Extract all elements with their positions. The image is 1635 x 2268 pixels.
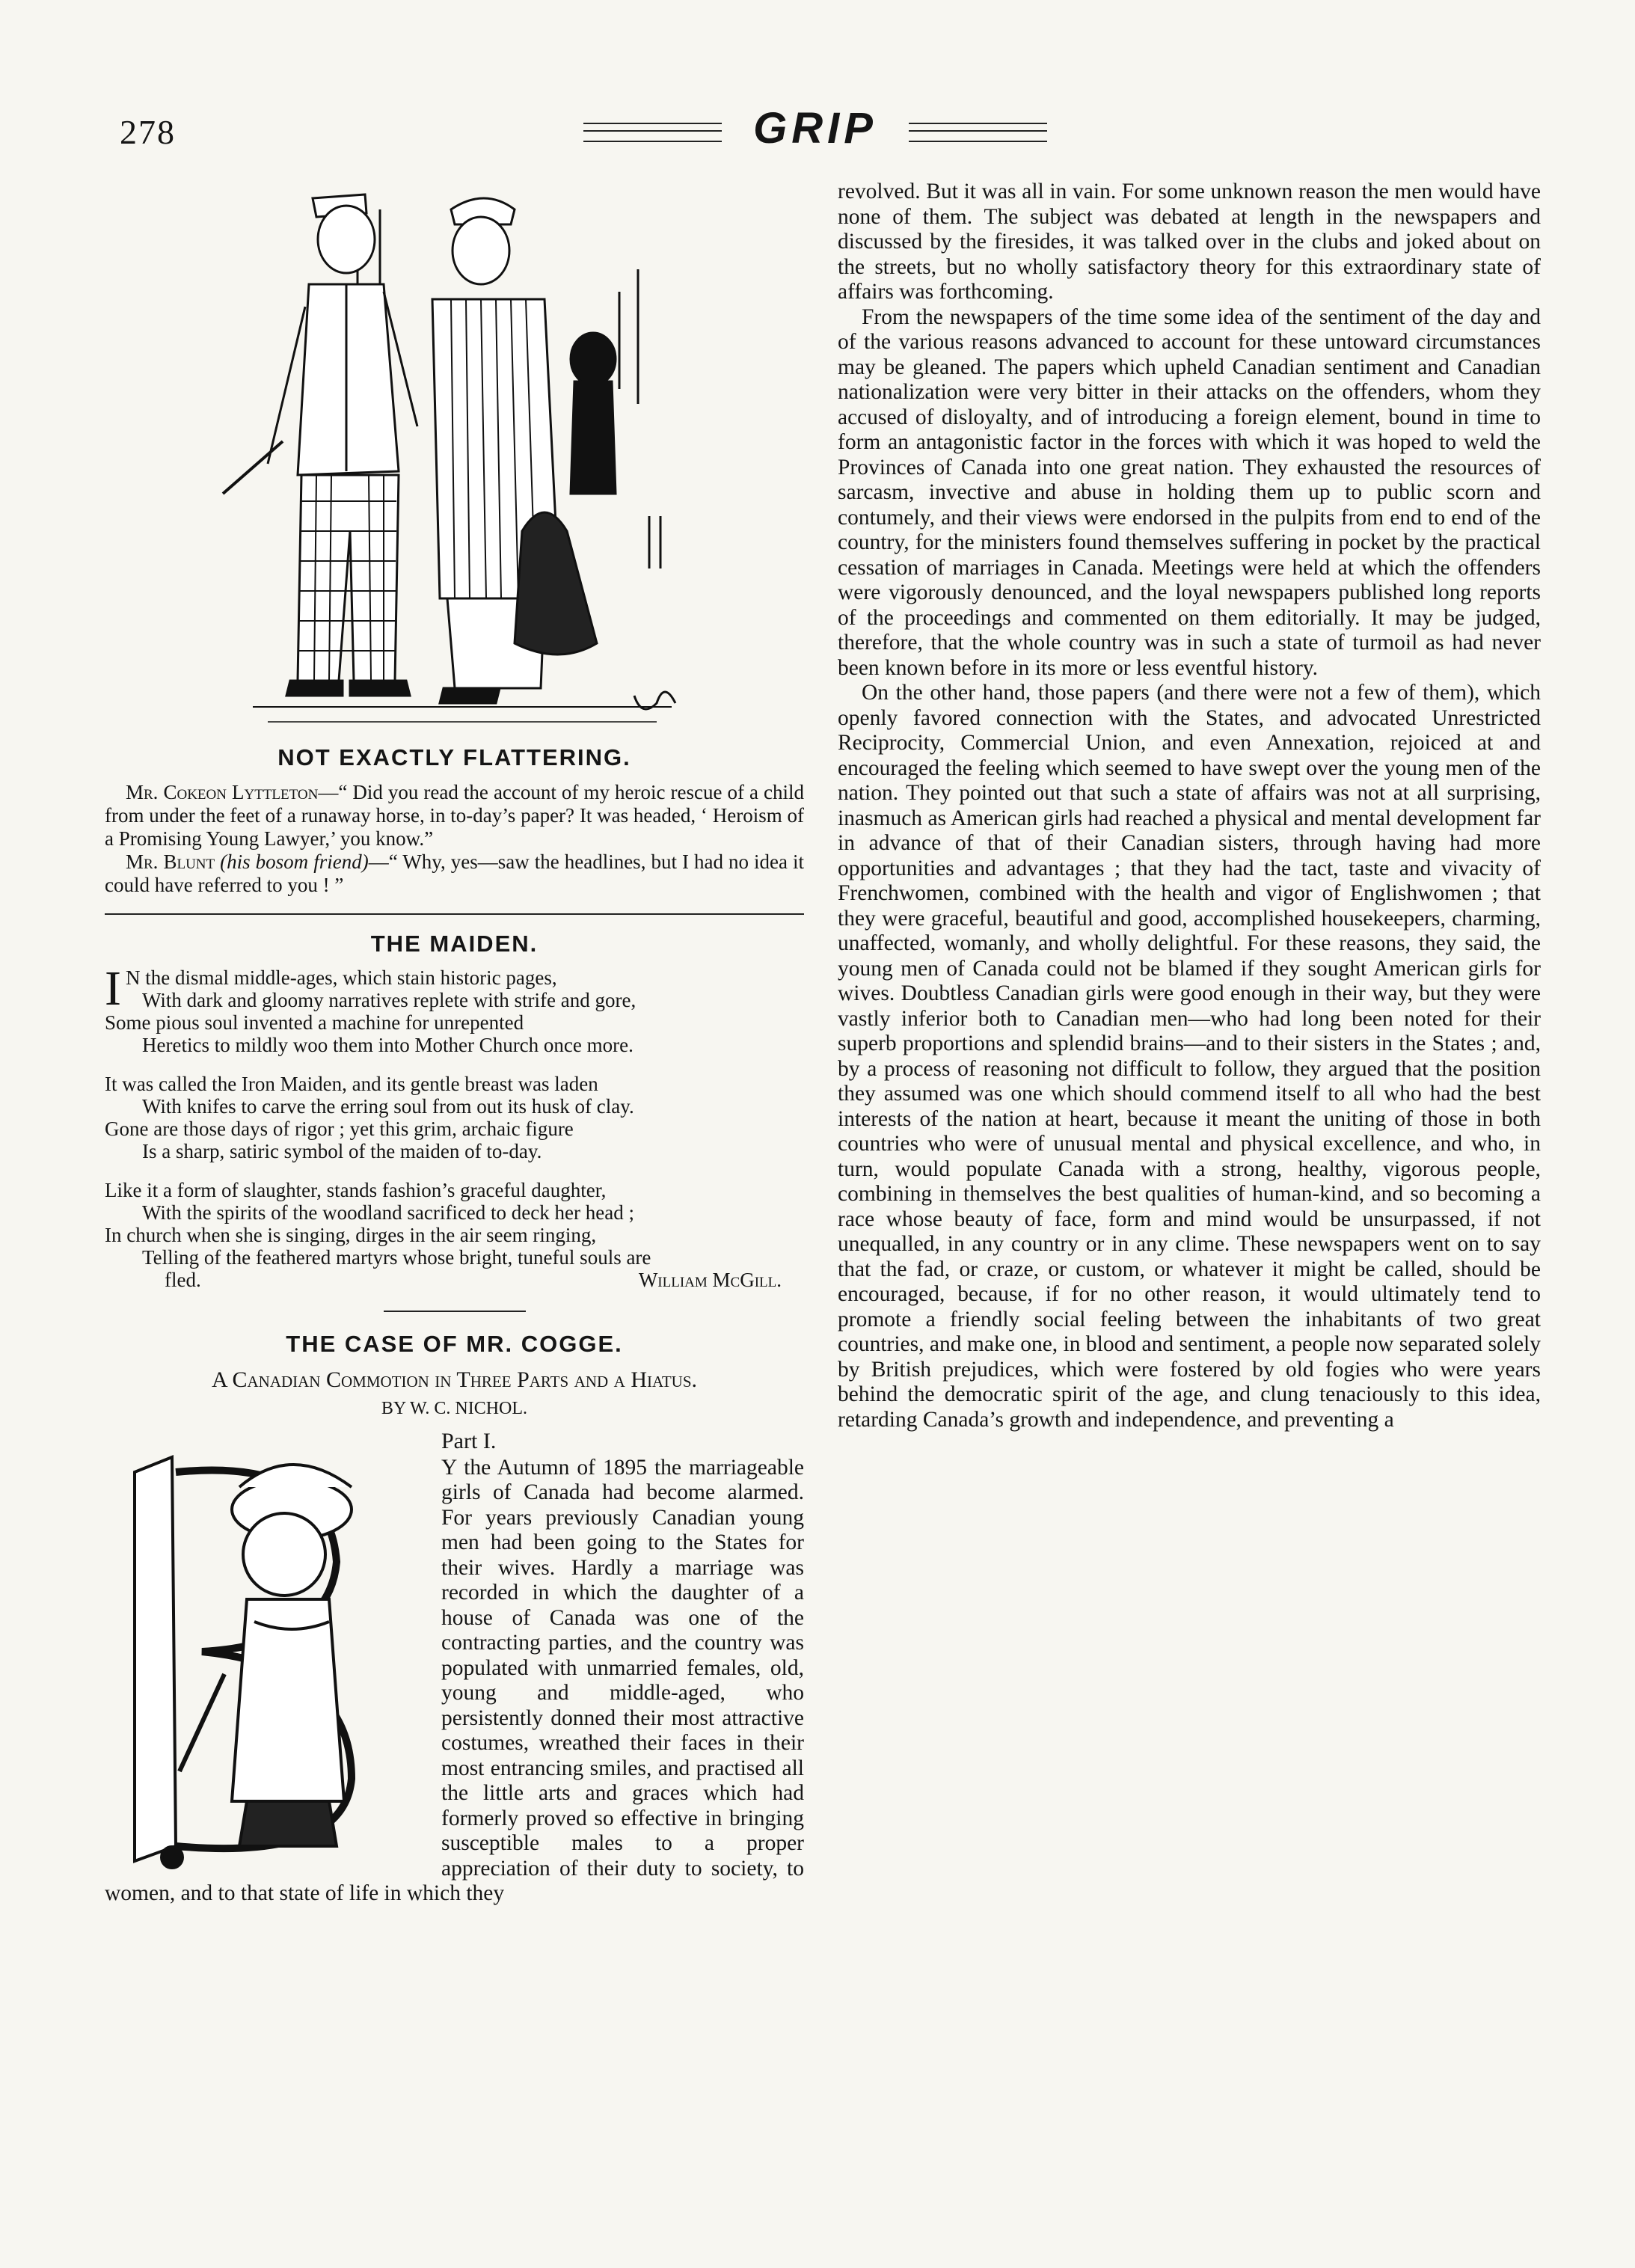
poem-line: Heretics to mildly woo them into Mother Church once more. (142, 1034, 634, 1056)
masthead (583, 103, 1047, 163)
poem-last-word: fled. (165, 1269, 201, 1291)
poem-stanza-1 (105, 961, 804, 1056)
poem-line: With knifes to carve the erring soul from out its husk of clay. (142, 1095, 634, 1118)
drop-cap-illustration (105, 1427, 426, 1876)
speaker-2: Mr. Blunt (126, 850, 215, 873)
masthead-title: GRIP (753, 104, 877, 153)
story-title: THE CASE OF MR. COGGE. (286, 1331, 623, 1357)
left-column (105, 180, 804, 1907)
story-subtitle (105, 1366, 804, 1394)
story-byline: BY W. C. NICHOL. (381, 1398, 528, 1418)
poem-line: In church when she is singing, dirges in the air seem ringing, (105, 1224, 597, 1246)
page-number: 278 (120, 113, 176, 151)
poem-body (105, 961, 804, 1291)
cartoon-illustration (193, 180, 717, 733)
poem-line: With the spirits of the woodland sacrificed to deck her head ; (142, 1201, 634, 1224)
masthead-rule-right (909, 123, 1047, 142)
poem-line: Like it a form of slaughter, stands fashion’s graceful daughter, (105, 1179, 607, 1201)
poem-stanza-3 (105, 1179, 804, 1291)
story-paragraph-2: From the newspapers of the time some idea of the sentiment of the day and of the various reasons advanced to account for these untoward circumstances may be gleaned. The papers which upheld Canadian sentiment and Canadian nationalization were very bitter in their attacks on the offenders, whom they accused of disloyalty, and of introducing a foreign element, bound in time to form an antagonistic factor in the forces with which it was hoped to weld the Provinces of Canada into one great nation. They exhausted the resources of sarcasm, invective and abuse in holding them up to public scorn and contumely, and their views were endorsed in the pulpits from end to end of the country, for the ministers found themselves suffering in pocket by the practical cessation of marriages in Canada. Meetings were held at which the offenders were vigorously denounced, and the loyal newspapers published long reports of the proceedings and commented on them editorially. It may be judged, therefore, that the whole country was in such a state of turmoil as had never been known before in its more or less eventful history. (838, 304, 1541, 680)
poem-line: N the dismal middle-ages, which stain historic pages, (125, 966, 557, 989)
poem-line: Telling of the feathered martyrs whose bright, tuneful souls are (142, 1246, 651, 1269)
poem-title: THE MAIDEN. (370, 930, 539, 957)
cartoon-title: NOT EXACTLY FLATTERING. (277, 744, 631, 770)
short-divider (384, 1311, 526, 1312)
poem-line: It was called the Iron Maiden, and its gentle breast was laden (105, 1073, 598, 1095)
poem-line: With dark and gloomy narratives replete with strife and gore, (142, 989, 636, 1011)
right-column (838, 180, 1541, 1432)
story-intro: Y the Autumn of 1895 the marriageable girls of Canada had become alarmed. For years previously Canadian young men had been going to the States for their wives. Hardly a marriage was recorded in which the daughter of a house of Canada was one of the contracting parties, and the country was populated with unmarried females, old, young and middle-aged, who persistently donned their most attractive costumes, wreathed their faces in their most entrancing smiles, and practised all the little arts and graces which had formerly proved so effective in bringing susceptible males to a proper appreciation of their duty to society, to women, and to that state of life in which they (105, 1455, 804, 1905)
story-paragraph-3: On the other hand, those papers (and there were not a few of them), which openly favored connection with the States, and advocated Unrestricted Reciprocity, Commercial Union, and even Annexation, rejoiced at and encouraged the feeling which seemed to have swept over the young men of the nation. They pointed out that such a state of affairs was not at all surprising, inasmuch as American girls had reached a physical and mental development far in advance of that of their Canadian sisters, through having had more opportunities and advantages ; that they had the tact, taste and vivacity of Frenchwomen, combined with the health and vigor of Englishwomen ; that they were graceful, beautiful and good, accomplished housekeepers, charming, unaffected, womanly, and wholly delightful. For these reasons, they said, the young men of Canada could not be blamed if they sought American girls for wives. Doubtless Canadian girls were good enough in their way, but they were vastly inferior both to Canadian men—who had long been noted for their superb proportions and splendid brains—and to their sisters in the States ; and, by a process of reasoning not difficult to follow, they argued that the position they assumed was one which should commend itself to all who had the best interests of the nation at heart, because it meant the uniting of those in both countries who were of unusual mental and physical excellence, and who, in turn, would populate Canada with a strong, healthy, vigorous people, combining in themselves the best qualities of human-kind, and so becoming a race whose beauty of face, form and mind would be unsurpassed, if not unequalled, in any country or in any clime. These newspapers went on to say that the fad, or craze, or custom, or whatever it might be called, should be encouraged, because, if for no other reason, it would ultimately tend to promote a friendly social feeling between the inhabitants of two great countries, and make one, in blood and sentiment, a people now separated solely by British prejudices, which were fostered by old fogies who were years behind the democratic spirit of the age, and clung tenaciously to this idea, retarding Canada’s growth and independence, and preventing a (838, 681, 1541, 1432)
poem-drop-cap: I (105, 961, 121, 1016)
poem-line: Some pious soul invented a machine for unrepented (105, 1011, 524, 1034)
poem-line: Gone are those days of rigor ; yet this grim, archaic figure (105, 1118, 574, 1140)
dialogue-line-1: —“ Did you read the account of my heroic rescue of a child from under the feet of a runaway horse, in to-day’s paper? It was headed, ‘ Heroism of a Promising Young Lawyer,’ you know.” (105, 780, 804, 850)
poem-stanza-2 (105, 1073, 804, 1162)
speaker-1: Mr. Cokeon Lyttleton (126, 780, 319, 803)
story-subtitle-text: A Canadian Commotion in Three Parts and a Hiatus. (211, 1367, 698, 1392)
speaker-2-note: (his bosom friend) (220, 850, 369, 873)
masthead-rule-left (583, 123, 722, 142)
cartoon-caption (105, 781, 804, 897)
dialogue-line-2: —“ Why, yes—saw the headlines, but I had no idea it could have referred to you ! ” (105, 850, 805, 896)
section-divider (105, 913, 804, 915)
poem-author: William McGill. (638, 1269, 782, 1291)
story-paragraph-1: revolved. But it was all in vain. For some unknown reason the men would have none of them. The subject was debated at length in the newspapers and discussed by the firesides, it was talked over in the clubs and joked about on the streets, but no wholly satisfactory theory for this extraordinary state of affairs was forthcoming. (838, 180, 1541, 304)
story-part: Part I. (441, 1428, 497, 1453)
poem-line: Is a sharp, satiric symbol of the maiden of to-day. (142, 1140, 542, 1162)
